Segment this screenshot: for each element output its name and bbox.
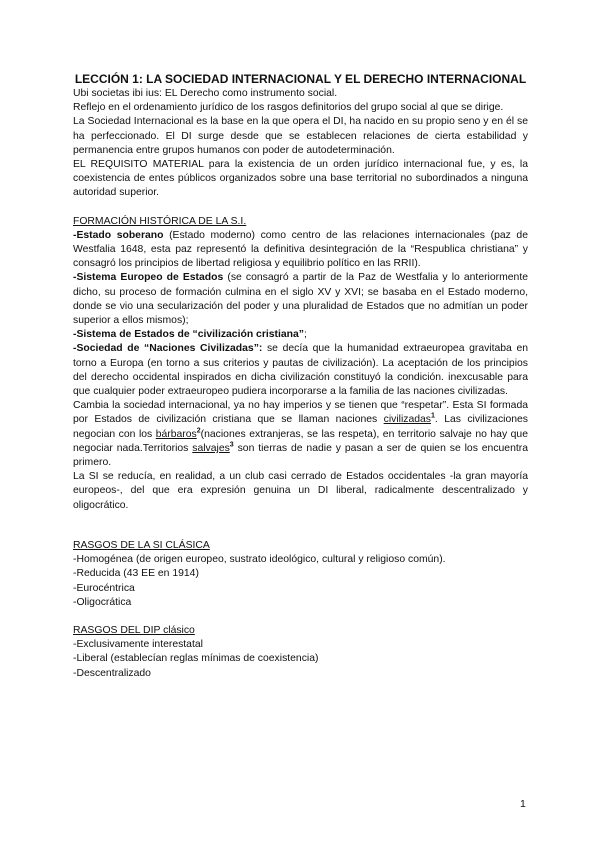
- spacer: [73, 610, 528, 624]
- paragraph-naciones-civilizadas: [73, 342, 528, 399]
- list-item: -Homogénea (de origen europeo, sustrato ideológico, cultural y religioso común).: [73, 554, 446, 566]
- text-naciones-civilizadas: se decía que la humanidad extraeuropea gravitaba en torno a Europa (en torno a sus criterios y pautas de civilización). La aceptación de los principios del derecho occidental inspirados en dicha civilización constituyó la condición. inexcusable para que cualquier poder extraeuropeo pudiera incorporarse a la familia de las naciones civilizadas.: [73, 343, 528, 398]
- paragraph-cambia: [73, 399, 528, 470]
- page-content: [73, 72, 528, 681]
- page-number: 1: [520, 798, 526, 810]
- spacer: [73, 513, 528, 539]
- term-civilizacion-cristiana: -Sistema de Estados de “civilización cristiana”: [73, 329, 304, 341]
- list-item: -Exclusivamente interestatal: [73, 639, 203, 651]
- footnote-ref-3[interactable]: 3: [229, 441, 234, 449]
- footnote-term-salvajes: salvajes: [192, 442, 230, 454]
- footnote-ref-1[interactable]: 1: [431, 413, 435, 420]
- section-heading-rasgos-si: RASGOS DE LA SI CLÁSICA: [73, 539, 210, 551]
- intro-paragraph: La Sociedad Internacional es la base en la que opera el DI, ha nacido en su propio seno y en él se ha perfeccionado. El DI surge desde que se establecen relaciones de cierta estabilidad y permanencia entre grupos humanos con poder de autodeterminación.: [73, 116, 528, 156]
- list-item: -Reducida (43 EE en 1914): [73, 568, 199, 580]
- text-civilizacion-cristiana: ;: [304, 329, 307, 341]
- intro-paragraph: EL REQUISITO MATERIAL para la existencia de un orden jurídico internacional fue, y es, la coexistencia de entes públicos organizados sobre una base territorial no subordinados a ninguna autoridad superior.: [73, 159, 528, 199]
- footnote-term-barbaros: bárbaros: [155, 428, 197, 440]
- intro-paragraph: Ubi societas ibi ius: EL Derecho como instrumento social.: [73, 88, 338, 99]
- term-estado-soberano: -Estado soberano: [73, 229, 164, 241]
- page-title: LECCIÓN 1: LA SOCIEDAD INTERNACIONAL Y EL DERECHO INTERNACIONAL: [74, 72, 527, 86]
- section-heading-formacion: FORMACIÓN HISTÓRICA DE LA S.I.: [73, 215, 247, 227]
- list-item: -Oligocrática: [73, 596, 132, 608]
- list-item: -Liberal (establecían reglas mínimas de coexistencia): [73, 653, 319, 665]
- term-sistema-europeo: -Sistema Europeo de Estados: [73, 272, 224, 284]
- list-item: -Descentralizado: [73, 667, 151, 679]
- text-run: son tierras de nadie y pasan a ser de quien se los encuentra primero.: [73, 442, 528, 469]
- term-naciones-civilizadas: -Sociedad de “Naciones Civilizadas”:: [73, 343, 263, 355]
- text-estado-soberano: (Estado moderno) como centro de las relaciones internacionales (paz de Westfalia 1648, esta paz representó la definitiva desintegración de la “Respublica christiana” y consagró los principios de libertad religiosa y equilibrio político en las RRII).: [73, 229, 528, 270]
- intro-paragraph: Reflejo en el ordenamiento jurídico de los rasgos definitorios del grupo social al que se dirige.: [73, 102, 504, 114]
- paragraph-sistema-europeo: [73, 271, 528, 328]
- footnote-term-civilizadas: civilizadas: [383, 414, 431, 426]
- section-heading-rasgos-dip: RASGOS DEL DIP clásico: [73, 624, 195, 636]
- paragraph-club: La SI se reducía, en realidad, a un club casi cerrado de Estados occidentales -la gran mayoría europeos-, del que era expresión genuina un DI liberal, radicalmente descentralizado y oligocrático.: [73, 471, 528, 511]
- text-run: . Las civilizaciones negocian con los: [73, 414, 528, 440]
- footnote-ref-2[interactable]: 2: [196, 427, 201, 435]
- text-sistema-europeo: (se consagró a partir de la Paz de Westfalia y lo anteriormente dicho, su proceso de formación culmina en el siglo XV y XVI; se basaba en el Estado moderno, donde se vio una secularización del poder y una pluralidad de Estados que no admitían un poder superior a ellos mismos);: [73, 272, 528, 327]
- list-item: -Eurocéntrica: [73, 582, 135, 594]
- paragraph-civilizacion-cristiana: [73, 328, 528, 342]
- spacer: [73, 201, 528, 215]
- text-run: Cambia la sociedad internacional, ya no hay imperios y se tienen que “respetar”. Esta SI formada por Estados de civilización cristiana que se llaman naciones: [73, 400, 528, 426]
- text-run: (naciones extranjeras, se las respeta), en territorio salvaje no hay que negociar nada.Territorios: [73, 428, 528, 454]
- paragraph-estado-soberano: [73, 229, 528, 272]
